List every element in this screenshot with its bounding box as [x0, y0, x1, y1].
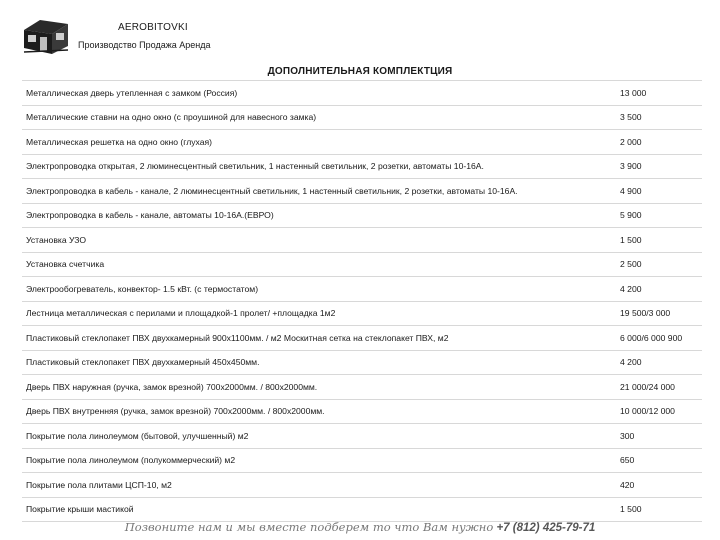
item-name: Металлическая дверь утепленная с замком (Россия) [26, 87, 238, 98]
item-price: 2 500 [620, 259, 642, 270]
item-name: Электропроводка открытая, 2 люминесцентный светильник, 1 настенный светильник, 2 розетки, автоматы 10-16А. [26, 161, 484, 172]
item-name: Дверь ПВХ внутренняя (ручка, замок врезной) 700х2000мм. / 800х2000мм. [26, 406, 325, 417]
item-price: 5 900 [620, 210, 642, 221]
table-row [22, 252, 702, 277]
item-price: 1 500 [620, 504, 642, 515]
table-row [22, 423, 702, 448]
header [0, 0, 720, 60]
item-name: Дверь ПВХ наружная (ручка, замок врезной) 700х2000мм. / 800х2000мм. [26, 381, 318, 392]
item-price: 6 000/6 000 900 [620, 332, 683, 343]
item-name: Пластиковый стеклопакет ПВХ двухкамерный 900х1100мм. / м2 Москитная сетка на стеклопакет ПВХ, м2 [26, 332, 449, 343]
item-price: 420 [620, 479, 635, 490]
footer-slogan: Позвоните нам и мы вместе подберем то что Вам нужно [124, 520, 494, 534]
table-row [22, 129, 702, 154]
section-title: ДОПОЛНИТЕЛЬНАЯ КОМПЛЕКТЦИЯ [267, 66, 453, 77]
item-name: Электропроводка в кабель - канале, автоматы 10-16А.(ЕВРО) [26, 210, 274, 221]
table-row [22, 497, 702, 523]
item-name: Лестница металлическая с перилами и площадкой-1 пролет/ +площадка 1м2 [26, 308, 336, 319]
item-price: 1 500 [620, 234, 642, 245]
table-row [22, 472, 702, 497]
item-name: Установка счетчика [26, 259, 105, 270]
table-row [22, 448, 702, 473]
item-name: Электрообогреватель, конвектор- 1.5 кВт. (с термостатом) [26, 283, 259, 294]
footer [0, 520, 720, 534]
phone-number[interactable]: +7 (812) 425-79-71 [496, 522, 596, 534]
item-name: Металлические ставни на одно окно (с проушиной для навесного замка) [26, 112, 317, 123]
brand-name: AEROBITOVKI [118, 22, 188, 33]
item-price: 4 200 [620, 283, 642, 294]
item-price: 19 500/3 000 [620, 308, 671, 319]
item-name: Покрытие пола линолеумом (полукоммерческий) м2 [26, 455, 236, 466]
item-price: 2 000 [620, 136, 642, 147]
table-row [22, 105, 702, 130]
item-price: 10 000/12 000 [620, 406, 675, 417]
item-name: Пластиковый стеклопакет ПВХ двухкамерный 450х450мм. [26, 357, 260, 368]
cabin-icon [22, 16, 70, 56]
item-name: Покрытие пола плитами ЦСП-10, м2 [26, 479, 172, 490]
table-row [22, 203, 702, 228]
table-row [22, 154, 702, 179]
item-name: Металлическая решетка на одно окно (глухая) [26, 136, 213, 147]
item-price: 21 000/24 000 [620, 381, 675, 392]
table-row [22, 276, 702, 301]
table-row [22, 399, 702, 424]
table-row [22, 301, 702, 326]
item-price: 3 900 [620, 161, 642, 172]
item-price: 4 200 [620, 357, 642, 368]
item-name: Установка УЗО [26, 234, 87, 245]
tagline: Производство Продажа Аренда [78, 40, 211, 50]
item-price: 650 [620, 455, 635, 466]
table-row [22, 227, 702, 252]
item-price: 3 500 [620, 112, 642, 123]
item-name: Покрытие крыши мастикой [26, 504, 134, 515]
item-price: 4 900 [620, 185, 642, 196]
item-name: Электропроводка в кабель - канале, 2 люминесцентный светильник, 1 настенный светильник, 2 розетки, автоматы 10-16А. [26, 185, 518, 196]
table-row [22, 325, 702, 350]
table-row [22, 80, 702, 105]
item-price: 13 000 [620, 87, 647, 98]
table-row [22, 178, 702, 203]
price-table [22, 80, 702, 522]
table-row [22, 350, 702, 375]
item-price: 300 [620, 430, 635, 441]
table-row [22, 374, 702, 399]
item-name: Покрытие пола линолеумом (бытовой, улучшенный) м2 [26, 430, 249, 441]
